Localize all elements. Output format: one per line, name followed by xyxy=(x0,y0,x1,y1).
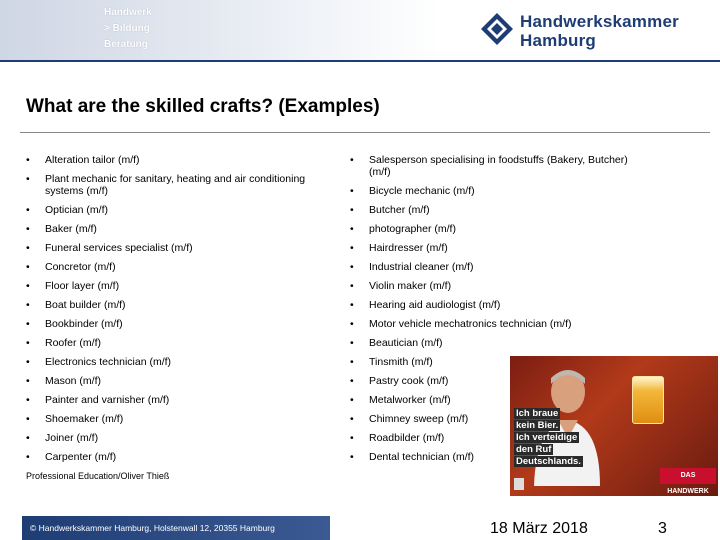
list-item: • Butcher (m/f) xyxy=(350,204,630,216)
list-item: • Hearing aid audiologist (m/f) xyxy=(350,299,630,311)
list-item: • Roadbilder (m/f) xyxy=(350,432,630,444)
banner-gradient xyxy=(0,0,440,60)
list-item: • Joiner (m/f) xyxy=(26,432,316,444)
list-item: • Tinsmith (m/f) xyxy=(350,356,630,368)
author-credit: Professional Education/Oliver Thieß xyxy=(26,471,170,481)
das-handwerk-badge: DAS HANDWERK xyxy=(660,468,716,484)
list-item: • Plant mechanic for sanitary, heating and air conditioning systems (m/f) xyxy=(26,173,316,197)
page-title: What are the skilled crafts? (Examples) xyxy=(26,96,380,117)
nav-item-handwerk[interactable]: Handwerk xyxy=(104,7,152,18)
page-number: 3 xyxy=(658,520,667,537)
slogan-line: Ich braue xyxy=(516,408,559,419)
nav-item-beratung[interactable]: Beratung xyxy=(104,39,148,50)
list-item: • Carpenter (m/f) xyxy=(26,451,316,463)
list-item: • Bicycle mechanic (m/f) xyxy=(350,185,630,197)
list-item: • Mason (m/f) xyxy=(26,375,316,387)
list-item: • Floor layer (m/f) xyxy=(26,280,316,292)
list-item: • Electronics technician (m/f) xyxy=(26,356,316,368)
list-item: • Painter and varnisher (m/f) xyxy=(26,394,316,406)
list-item: • Metalworker (m/f) xyxy=(350,394,630,406)
hwk-logo-icon xyxy=(480,12,514,46)
brewer-advert-image xyxy=(510,356,718,496)
list-item: • Hairdresser (m/f) xyxy=(350,242,630,254)
title-divider xyxy=(20,132,710,133)
slogan-line: Deutschlands. xyxy=(516,456,581,467)
list-item: • Boat builder (m/f) xyxy=(26,299,316,311)
list-item: • Shoemaker (m/f) xyxy=(26,413,316,425)
list-item: • Baker (m/f) xyxy=(26,223,316,235)
hwk-logo xyxy=(480,12,710,52)
logo-line2: Hamburg xyxy=(520,31,597,50)
list-item: • Beautician (m/f) xyxy=(350,337,630,349)
header-nav xyxy=(104,5,152,53)
list-item: • Chimney sweep (m/f) xyxy=(350,413,630,425)
advert-slogan xyxy=(514,408,610,468)
list-item: • Concretor (m/f) xyxy=(26,261,316,273)
slogan-line: kein Bier. xyxy=(516,420,559,431)
list-item: • Funeral services specialist (m/f) xyxy=(26,242,316,254)
list-item: • Alteration tailor (m/f) xyxy=(26,154,316,166)
header-rule xyxy=(0,60,720,62)
logo-line1: Handwerkskammer xyxy=(520,12,679,31)
footer-date: 18 März 2018 xyxy=(490,520,588,537)
list-item: • Optician (m/f) xyxy=(26,204,316,216)
list-item: • photographer (m/f) xyxy=(350,223,630,235)
beer-glass-icon xyxy=(632,376,664,424)
footer-address: © Handwerkskammer Hamburg, Holstenwall 12, 20355 Hamburg xyxy=(22,516,330,540)
slogan-line: Ich verteidige xyxy=(516,432,578,443)
list-item: • Industrial cleaner (m/f) xyxy=(350,261,630,273)
slogan-line: den Ruf xyxy=(516,444,552,455)
header-banner xyxy=(0,0,720,60)
qr-code-icon xyxy=(514,478,524,490)
nav-item-bildung[interactable]: > Bildung xyxy=(104,23,150,34)
crafts-list-left xyxy=(26,154,316,470)
list-item: • Motor vehicle mechatronics technician (m/f) xyxy=(350,318,630,330)
list-item: • Dental technician (m/f) xyxy=(350,451,630,463)
list-item: • Salesperson specialising in foodstuffs (Bakery, Butcher) (m/f) xyxy=(350,154,630,178)
list-item: • Bookbinder (m/f) xyxy=(26,318,316,330)
list-item: • Pastry cook (m/f) xyxy=(350,375,630,387)
list-item: • Roofer (m/f) xyxy=(26,337,316,349)
list-item: • Violin maker (m/f) xyxy=(350,280,630,292)
